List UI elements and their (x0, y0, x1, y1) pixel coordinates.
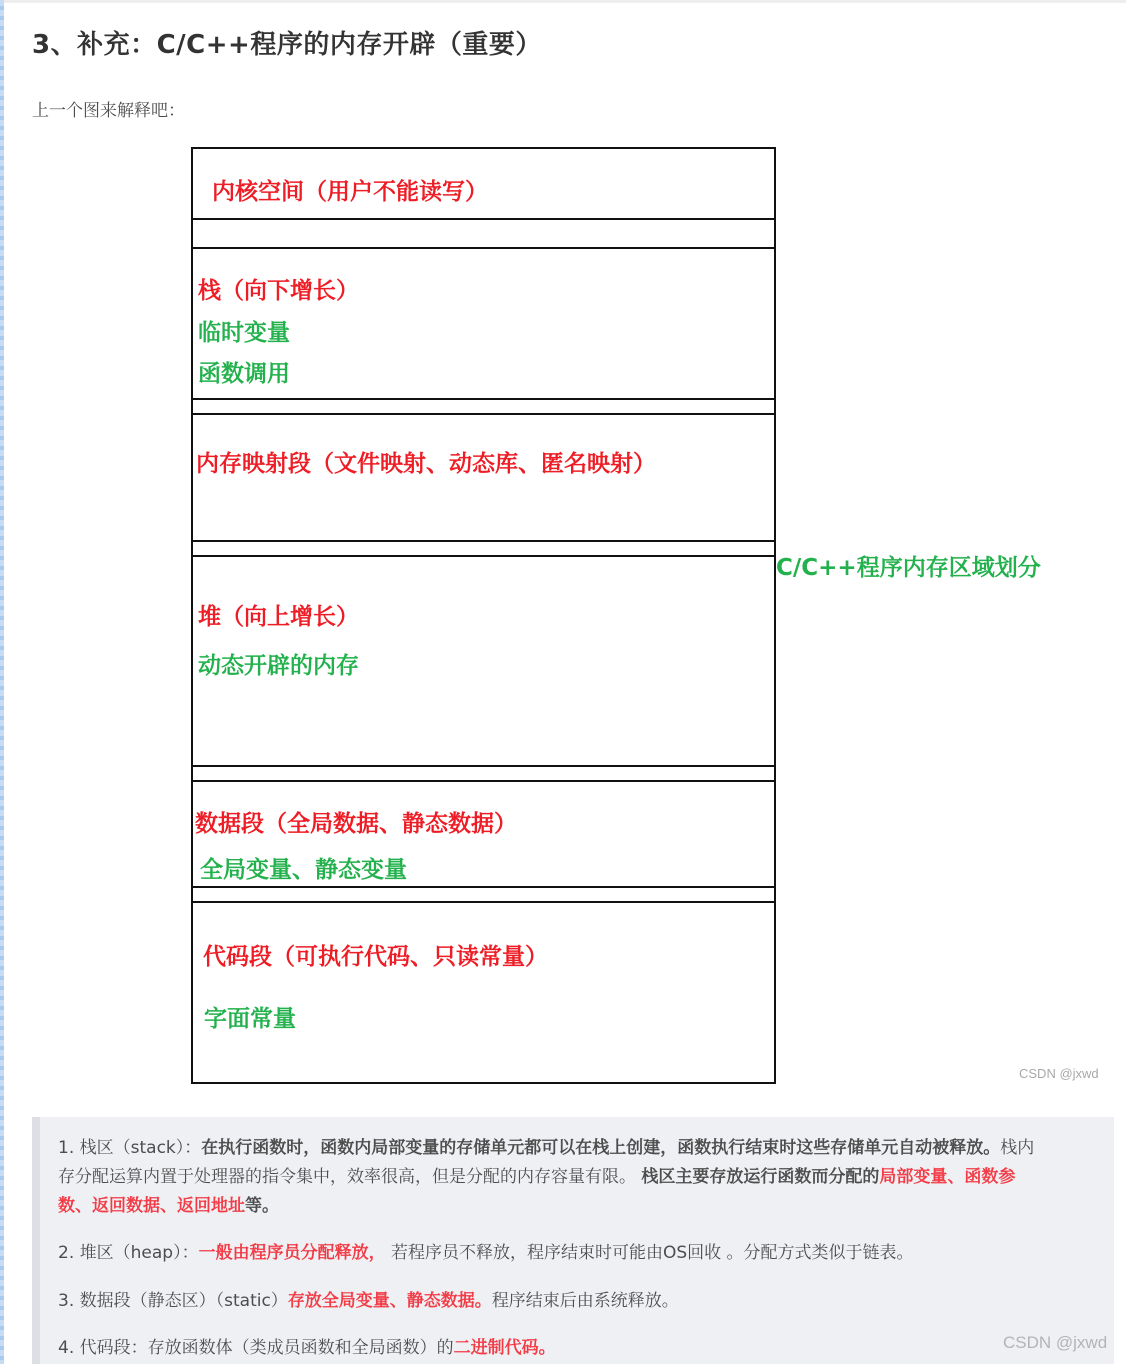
list-item-stack-line1 (58, 1134, 1034, 1163)
code-segment-item: 字面常量 (204, 1006, 296, 1032)
item-bold-text: 等。 (245, 1196, 279, 1216)
item-bold-text: 在执行函数时，函数内局部变量的存储单元都可以在栈上创建，函数执行结束时这些存储单元自动被释放。 (201, 1138, 1001, 1158)
heap-item-dynamic-mem: 动态开辟的内存 (198, 653, 359, 679)
stack-title: 栈（向下增长） (198, 278, 359, 304)
list-item-data-segment (58, 1287, 679, 1316)
kernel-space-label: 内核空间（用户不能读写） (212, 179, 488, 205)
divider-line (191, 886, 776, 888)
item-highlight: 二进制代码。 (453, 1338, 556, 1358)
divider-line (191, 765, 776, 767)
item-prefix: 4. 代码段：存放函数体（类成员函数和全局函数）的 (58, 1338, 454, 1358)
data-segment-title: 数据段（全局数据、静态数据） (195, 811, 517, 837)
item-text: 程序结束后由系统释放。 (491, 1291, 679, 1311)
image-watermark: CSDN @jxwd (1019, 1066, 1099, 1081)
divider-line (191, 247, 776, 249)
item-highlight: 数、返回数据、返回地址 (58, 1196, 245, 1216)
divider-line (191, 413, 776, 415)
divider-line (191, 218, 776, 220)
section-heading: 3、补充：C/C++程序的内存开辟（重要） (32, 30, 542, 60)
item-highlight: 存放全局变量、静态数据。 (287, 1291, 492, 1311)
item-bold-text: 栈区主要存放运行函数而分配的 (641, 1167, 880, 1187)
list-item-stack-line2 (58, 1163, 1015, 1192)
divider-line (191, 540, 776, 542)
mmap-title: 内存映射段（文件映射、动态库、匿名映射） (196, 451, 656, 477)
stack-item-temp-vars: 临时变量 (198, 320, 290, 346)
item-prefix: 3. 数据段（静态区）（static） (58, 1291, 288, 1311)
divider-line (191, 901, 776, 903)
item-text: 若程序员不释放，程序结束时可能由OS回收 。分配方式类似于链表。 (385, 1243, 914, 1263)
heap-title: 堆（向上增长） (198, 604, 359, 630)
diagram-side-label: C/C++程序内存区域划分 (776, 555, 1041, 581)
divider-line (191, 555, 776, 557)
stack-item-func-calls: 函数调用 (198, 361, 290, 387)
item-text: 存分配运算内置于处理器的指令集中，效率很高，但是分配的内存容量有限。 (58, 1167, 642, 1187)
intro-text: 上一个图来解释吧： (32, 101, 185, 121)
item-highlight: 一般由程序员分配释放， (198, 1243, 386, 1263)
list-item-stack-line3 (58, 1192, 279, 1221)
page-watermark: CSDN @jxwd (1003, 1333, 1108, 1352)
data-segment-item: 全局变量、静态变量 (200, 857, 407, 883)
divider-line (191, 398, 776, 400)
divider-line (191, 780, 776, 782)
code-segment-title: 代码段（可执行代码、只读常量） (203, 944, 548, 970)
item-prefix: 2. 堆区（heap）： (58, 1243, 199, 1263)
item-highlight: 局部变量、函数参 (879, 1167, 1016, 1187)
item-text: 栈内 (1000, 1138, 1035, 1158)
item-prefix: 1. 栈区（stack）： (58, 1138, 202, 1158)
list-item-heap (58, 1239, 914, 1268)
list-item-code-segment (58, 1334, 556, 1363)
